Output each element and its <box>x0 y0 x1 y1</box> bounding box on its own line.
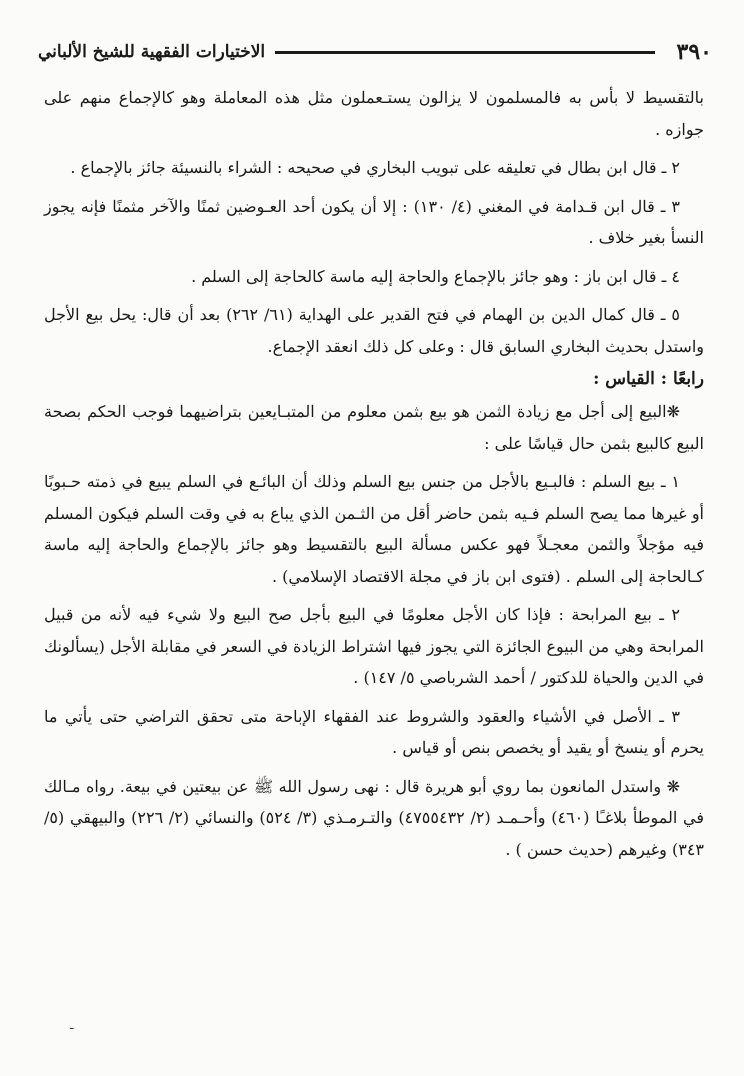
paragraph-salam-sale: ١ ـ بيع السلم : فالبـيع بالأجل من جنس بيع السلم وذلك أن البائـع في السلم يبيع في ذمته حـبوبًا أو غيرها مما يصح السلم فـيه بثمن حاضر أقل من الثـمن الذي يباع به في وقت السلم فيكون المسلم فيه مؤجلاً والثمن معجـلاً فهو عكس مسألة البيع بالتقسيط وهو جائز بالإجماع والحاجة إليه ماسة كـالحاجة إلى السلم . (فتوى ابن باز في مجلة الاقتصاد الإسلامي) . <box>44 472 704 586</box>
paragraph-continuation: بالتقسيط لا بأس به فالمسلمون لا يزالون يستـعملون مثل هذه المعاملة وهو كالإجماع منهم على جوازه . <box>44 88 704 139</box>
paragraph-ibn-qudama: ٣ ـ قال ابن قـدامة في المغني (٤/ ١٣٠) : إلا أن يكون أحد العـوضين ثمنًا والآخر مثمنًا فإنه يجوز النسأ بغير خلاف . <box>44 196 704 247</box>
page-header <box>38 36 712 68</box>
page-body <box>44 82 704 865</box>
page-number: ٣٩٠ <box>676 39 712 65</box>
header-rule <box>275 51 654 54</box>
paragraph-ibn-baz: ٤ ـ قال ابن باز : وهو جائز بالإجماع والحاجة إليه ماسة كالحاجة إلى السلم . <box>191 266 680 286</box>
paragraph-analogy-intro: ❋البيع إلى أجل مع زيادة الثمن هو بيع بثمن معلوم من المتبـايعين بتراضيهما فوجب الحكم بصحة البيع كالبيع بثمن حال قياسًا على : <box>44 402 704 453</box>
paragraph-opponents-evidence: ❋ واستدل المانعون بما روي أبو هريرة قال : نهى رسول الله ﷺ عن بيعتين في بيعة. رواه مـالك في الموطأ بلاغـًا (٤٦٠) وأحـمـد (٢/ ٤٧٥٥٤٣٢) والتـرمـذي (٣/ ٥٢٤) والنسائي (٢/ ٢٢٦) والبيهقي (٥/ ٣٤٣) وغيرهم (حديث حسن ) . <box>44 776 704 859</box>
paragraph-ibn-battal: ٢ ـ قال ابن بطال في تعليقه على تبويب البخاري في صحيحه : الشراء بالنسيئة جائز بالإجماع . <box>70 158 680 177</box>
book-title: الاختيارات الفقهية للشيخ الألباني <box>38 42 266 62</box>
footer-mark: ـ <box>70 1018 74 1032</box>
section-heading-qiyas: رابعًا : القياس : <box>593 369 704 389</box>
paragraph-murabaha-sale: ٢ ـ بيع المرابحة : فإذا كان الأجل معلومًا في البيع بأجل صح البيع ولا شيء فيه لأنه من قبيل المرابحة وهي من البيوع الجائزة التي يجوز فيها اشتراط الزيادة في السعر في مقابلة الأجل (يسألونك في الدين والحياة للدكتور / أحمد الشرباصي ٥/ ١٤٧) . <box>44 605 704 687</box>
paragraph-permissibility-principle: ٣ ـ الأصل في الأشياء والعقود والشروط عند الفقهاء الإباحة متى تحقق التراضي حتى يأتي ما يحرم أو ينسخ أو يقيد أو يخصص بنص أو قياس . <box>44 706 704 757</box>
paragraph-ibn-humam: ٥ ـ قال كمال الدين بن الهمام في فتح القدير على الهداية (٦١/ ٢٦٢) بعد أن قال: يحل بيع الأجل واستدل بحديث البخاري السابق قال : وعلى كل ذلك انعقد الإجماع. <box>44 305 704 356</box>
